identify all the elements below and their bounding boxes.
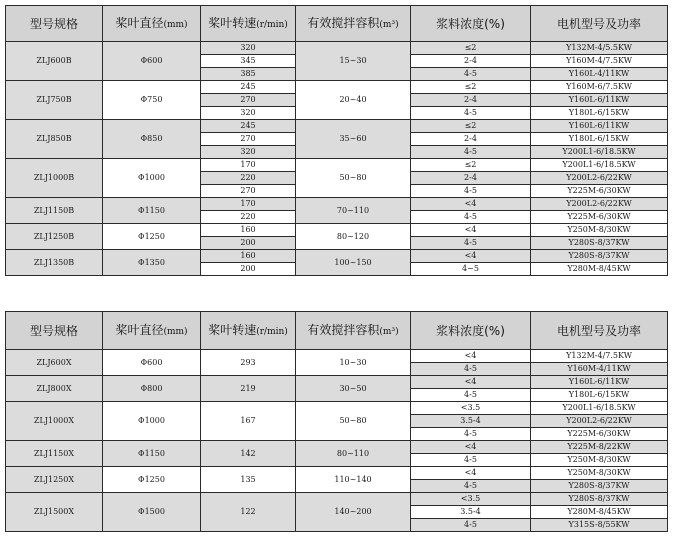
motor-cell: Y280M-8/45KW bbox=[531, 263, 668, 276]
speed-cell: 270 bbox=[201, 133, 296, 146]
concentration-cell: 3.5-4 bbox=[411, 415, 531, 428]
motor-cell: Y280S-8/37KW bbox=[531, 237, 668, 250]
concentration-cell: 4-5 bbox=[411, 237, 531, 250]
concentration-cell: 4-5 bbox=[411, 211, 531, 224]
concentration-cell: 4-5 bbox=[411, 107, 531, 120]
motor-cell: Y132M-4/7.5KW bbox=[531, 350, 668, 363]
table-row bbox=[6, 402, 668, 415]
motor-cell: Y180L-6/15KW bbox=[531, 389, 668, 402]
diameter-cell: Φ800 bbox=[103, 376, 201, 402]
concentration-cell: <4 bbox=[411, 467, 531, 480]
volume-cell: 10~30 bbox=[296, 350, 411, 376]
diameter-cell: Φ600 bbox=[103, 350, 201, 376]
concentration-cell: ≤2 bbox=[411, 42, 531, 55]
speed-cell: 142 bbox=[201, 441, 296, 467]
model-cell: ZLJ1500X bbox=[6, 493, 103, 532]
header-motor: 电机型号及功率 bbox=[531, 6, 668, 42]
model-cell: ZLJ1000X bbox=[6, 402, 103, 441]
table-row bbox=[6, 81, 668, 94]
speed-cell: 293 bbox=[201, 350, 296, 376]
header-diameter: 桨叶直径(mm) bbox=[103, 6, 201, 42]
motor-cell: Y160L-6/11KW bbox=[531, 376, 668, 389]
model-cell: ZLJ1250X bbox=[6, 467, 103, 493]
concentration-cell: <4 bbox=[411, 198, 531, 211]
volume-cell: 80~120 bbox=[296, 224, 411, 250]
concentration-cell: 4-5 bbox=[411, 185, 531, 198]
header-model: 型号规格 bbox=[6, 6, 103, 42]
diameter-cell: Φ1250 bbox=[103, 467, 201, 493]
motor-cell: Y200L1-6/18.5KW bbox=[531, 402, 668, 415]
speed-cell: 245 bbox=[201, 81, 296, 94]
speed-cell: 170 bbox=[201, 159, 296, 172]
concentration-cell: 4-5 bbox=[411, 519, 531, 532]
motor-cell: Y180L-6/15KW bbox=[531, 133, 668, 146]
motor-cell: Y280S-8/37KW bbox=[531, 480, 668, 493]
speed-cell: 122 bbox=[201, 493, 296, 532]
header-concentration: 浆料浓度(%) bbox=[411, 6, 531, 42]
header-volume: 有效搅拌容积(m³) bbox=[296, 312, 411, 350]
header-volume: 有效搅拌容积(m³) bbox=[296, 6, 411, 42]
motor-cell: Y200L2-6/22KW bbox=[531, 172, 668, 185]
concentration-cell: <3.5 bbox=[411, 493, 531, 506]
speed-cell: 160 bbox=[201, 224, 296, 237]
speed-cell: 220 bbox=[201, 172, 296, 185]
speed-cell: 170 bbox=[201, 198, 296, 211]
volume-cell: 35~60 bbox=[296, 120, 411, 159]
concentration-cell: <4 bbox=[411, 441, 531, 454]
speed-cell: 200 bbox=[201, 237, 296, 250]
header-model: 型号规格 bbox=[6, 312, 103, 350]
volume-cell: 20~40 bbox=[296, 81, 411, 120]
header-speed: 桨叶转速(r/min) bbox=[201, 312, 296, 350]
motor-cell: Y225M-6/30KW bbox=[531, 428, 668, 441]
concentration-cell: 2-4 bbox=[411, 133, 531, 146]
speed-cell: 167 bbox=[201, 402, 296, 441]
concentration-cell: <4 bbox=[411, 250, 531, 263]
speed-cell: 320 bbox=[201, 107, 296, 120]
table-row bbox=[6, 441, 668, 454]
spec-table-x-series bbox=[5, 311, 668, 532]
volume-cell: 80~110 bbox=[296, 441, 411, 467]
table-row bbox=[6, 42, 668, 55]
table-row bbox=[6, 198, 668, 211]
motor-cell: Y160L-4/11KW bbox=[531, 68, 668, 81]
volume-cell: 50~80 bbox=[296, 402, 411, 441]
table-row bbox=[6, 224, 668, 237]
header-motor: 电机型号及功率 bbox=[531, 312, 668, 350]
diameter-cell: Φ1150 bbox=[103, 441, 201, 467]
table-row bbox=[6, 493, 668, 506]
concentration-cell: ≤2 bbox=[411, 81, 531, 94]
motor-cell: Y250M-8/30KW bbox=[531, 467, 668, 480]
concentration-cell: <4 bbox=[411, 350, 531, 363]
volume-cell: 110~140 bbox=[296, 467, 411, 493]
model-cell: ZLJ1250B bbox=[6, 224, 103, 250]
motor-cell: Y132M-4/5.5KW bbox=[531, 42, 668, 55]
model-cell: ZLJ750B bbox=[6, 81, 103, 120]
speed-cell: 320 bbox=[201, 146, 296, 159]
speed-cell: 270 bbox=[201, 185, 296, 198]
concentration-cell: 2-4 bbox=[411, 55, 531, 68]
concentration-cell: ≤2 bbox=[411, 120, 531, 133]
motor-cell: Y160L-6/11KW bbox=[531, 94, 668, 107]
concentration-cell: 4-5 bbox=[411, 146, 531, 159]
motor-cell: Y225M-6/30KW bbox=[531, 185, 668, 198]
table-row bbox=[6, 250, 668, 263]
motor-cell: Y160M-4/11KW bbox=[531, 363, 668, 376]
concentration-cell: <4 bbox=[411, 224, 531, 237]
diameter-cell: Φ850 bbox=[103, 120, 201, 159]
motor-cell: Y200L1-6/18.5KW bbox=[531, 159, 668, 172]
diameter-cell: Φ1150 bbox=[103, 198, 201, 224]
speed-cell: 270 bbox=[201, 94, 296, 107]
diameter-cell: Φ600 bbox=[103, 42, 201, 81]
volume-cell: 15~30 bbox=[296, 42, 411, 81]
model-cell: ZLJ600X bbox=[6, 350, 103, 376]
motor-cell: Y250M-8/30KW bbox=[531, 454, 668, 467]
concentration-cell: 4-5 bbox=[411, 454, 531, 467]
header-speed: 桨叶转速(r/min) bbox=[201, 6, 296, 42]
model-cell: ZLJ1000B bbox=[6, 159, 103, 198]
concentration-cell: 4-5 bbox=[411, 68, 531, 81]
volume-cell: 30~50 bbox=[296, 376, 411, 402]
model-cell: ZLJ1150X bbox=[6, 441, 103, 467]
model-cell: ZLJ800X bbox=[6, 376, 103, 402]
header-diameter: 桨叶直径(mm) bbox=[103, 312, 201, 350]
table-row bbox=[6, 350, 668, 363]
concentration-cell: 4-5 bbox=[411, 480, 531, 493]
concentration-cell: 4-5 bbox=[411, 389, 531, 402]
motor-cell: Y280M-8/45KW bbox=[531, 506, 668, 519]
motor-cell: Y315S-8/55KW bbox=[531, 519, 668, 532]
speed-cell: 320 bbox=[201, 42, 296, 55]
concentration-cell: <3.5 bbox=[411, 402, 531, 415]
concentration-cell: ≤2 bbox=[411, 159, 531, 172]
concentration-cell: 3.5-4 bbox=[411, 506, 531, 519]
spec-table-b-series bbox=[5, 5, 668, 276]
motor-cell: Y225M-8/22KW bbox=[531, 441, 668, 454]
motor-cell: Y200L1-6/18.5KW bbox=[531, 146, 668, 159]
table-row bbox=[6, 159, 668, 172]
motor-cell: Y225M-6/30KW bbox=[531, 211, 668, 224]
concentration-cell: 4-5 bbox=[411, 428, 531, 441]
diameter-cell: Φ1000 bbox=[103, 402, 201, 441]
model-cell: ZLJ600B bbox=[6, 42, 103, 81]
table-row bbox=[6, 120, 668, 133]
concentration-cell: 4~5 bbox=[411, 263, 531, 276]
motor-cell: Y160M-6/7.5KW bbox=[531, 81, 668, 94]
concentration-cell: <4 bbox=[411, 376, 531, 389]
speed-cell: 385 bbox=[201, 68, 296, 81]
diameter-cell: Φ1500 bbox=[103, 493, 201, 532]
model-cell: ZLJ1350B bbox=[6, 250, 103, 276]
volume-cell: 50~80 bbox=[296, 159, 411, 198]
header-concentration: 浆料浓度(%) bbox=[411, 312, 531, 350]
volume-cell: 140~200 bbox=[296, 493, 411, 532]
concentration-cell: 2-4 bbox=[411, 94, 531, 107]
speed-cell: 220 bbox=[201, 211, 296, 224]
speed-cell: 135 bbox=[201, 467, 296, 493]
concentration-cell: 4-5 bbox=[411, 363, 531, 376]
motor-cell: Y280S-8/37KW bbox=[531, 493, 668, 506]
speed-cell: 200 bbox=[201, 263, 296, 276]
model-cell: ZLJ1150B bbox=[6, 198, 103, 224]
diameter-cell: Φ1350 bbox=[103, 250, 201, 276]
motor-cell: Y280S-8/37KW bbox=[531, 250, 668, 263]
motor-cell: Y160L-6/11KW bbox=[531, 120, 668, 133]
model-cell: ZLJ850B bbox=[6, 120, 103, 159]
speed-cell: 219 bbox=[201, 376, 296, 402]
speed-cell: 160 bbox=[201, 250, 296, 263]
table-row bbox=[6, 376, 668, 389]
speed-cell: 245 bbox=[201, 120, 296, 133]
diameter-cell: Φ1250 bbox=[103, 224, 201, 250]
motor-cell: Y250M-8/30KW bbox=[531, 224, 668, 237]
table-row bbox=[6, 467, 668, 480]
volume-cell: 70~110 bbox=[296, 198, 411, 224]
diameter-cell: Φ1000 bbox=[103, 159, 201, 198]
concentration-cell: 2-4 bbox=[411, 172, 531, 185]
speed-cell: 345 bbox=[201, 55, 296, 68]
diameter-cell: Φ750 bbox=[103, 81, 201, 120]
motor-cell: Y200L2-6/22KW bbox=[531, 415, 668, 428]
motor-cell: Y160M-4/7.5KW bbox=[531, 55, 668, 68]
motor-cell: Y180L-6/15KW bbox=[531, 107, 668, 120]
volume-cell: 100~150 bbox=[296, 250, 411, 276]
motor-cell: Y200L2-6/22KW bbox=[531, 198, 668, 211]
